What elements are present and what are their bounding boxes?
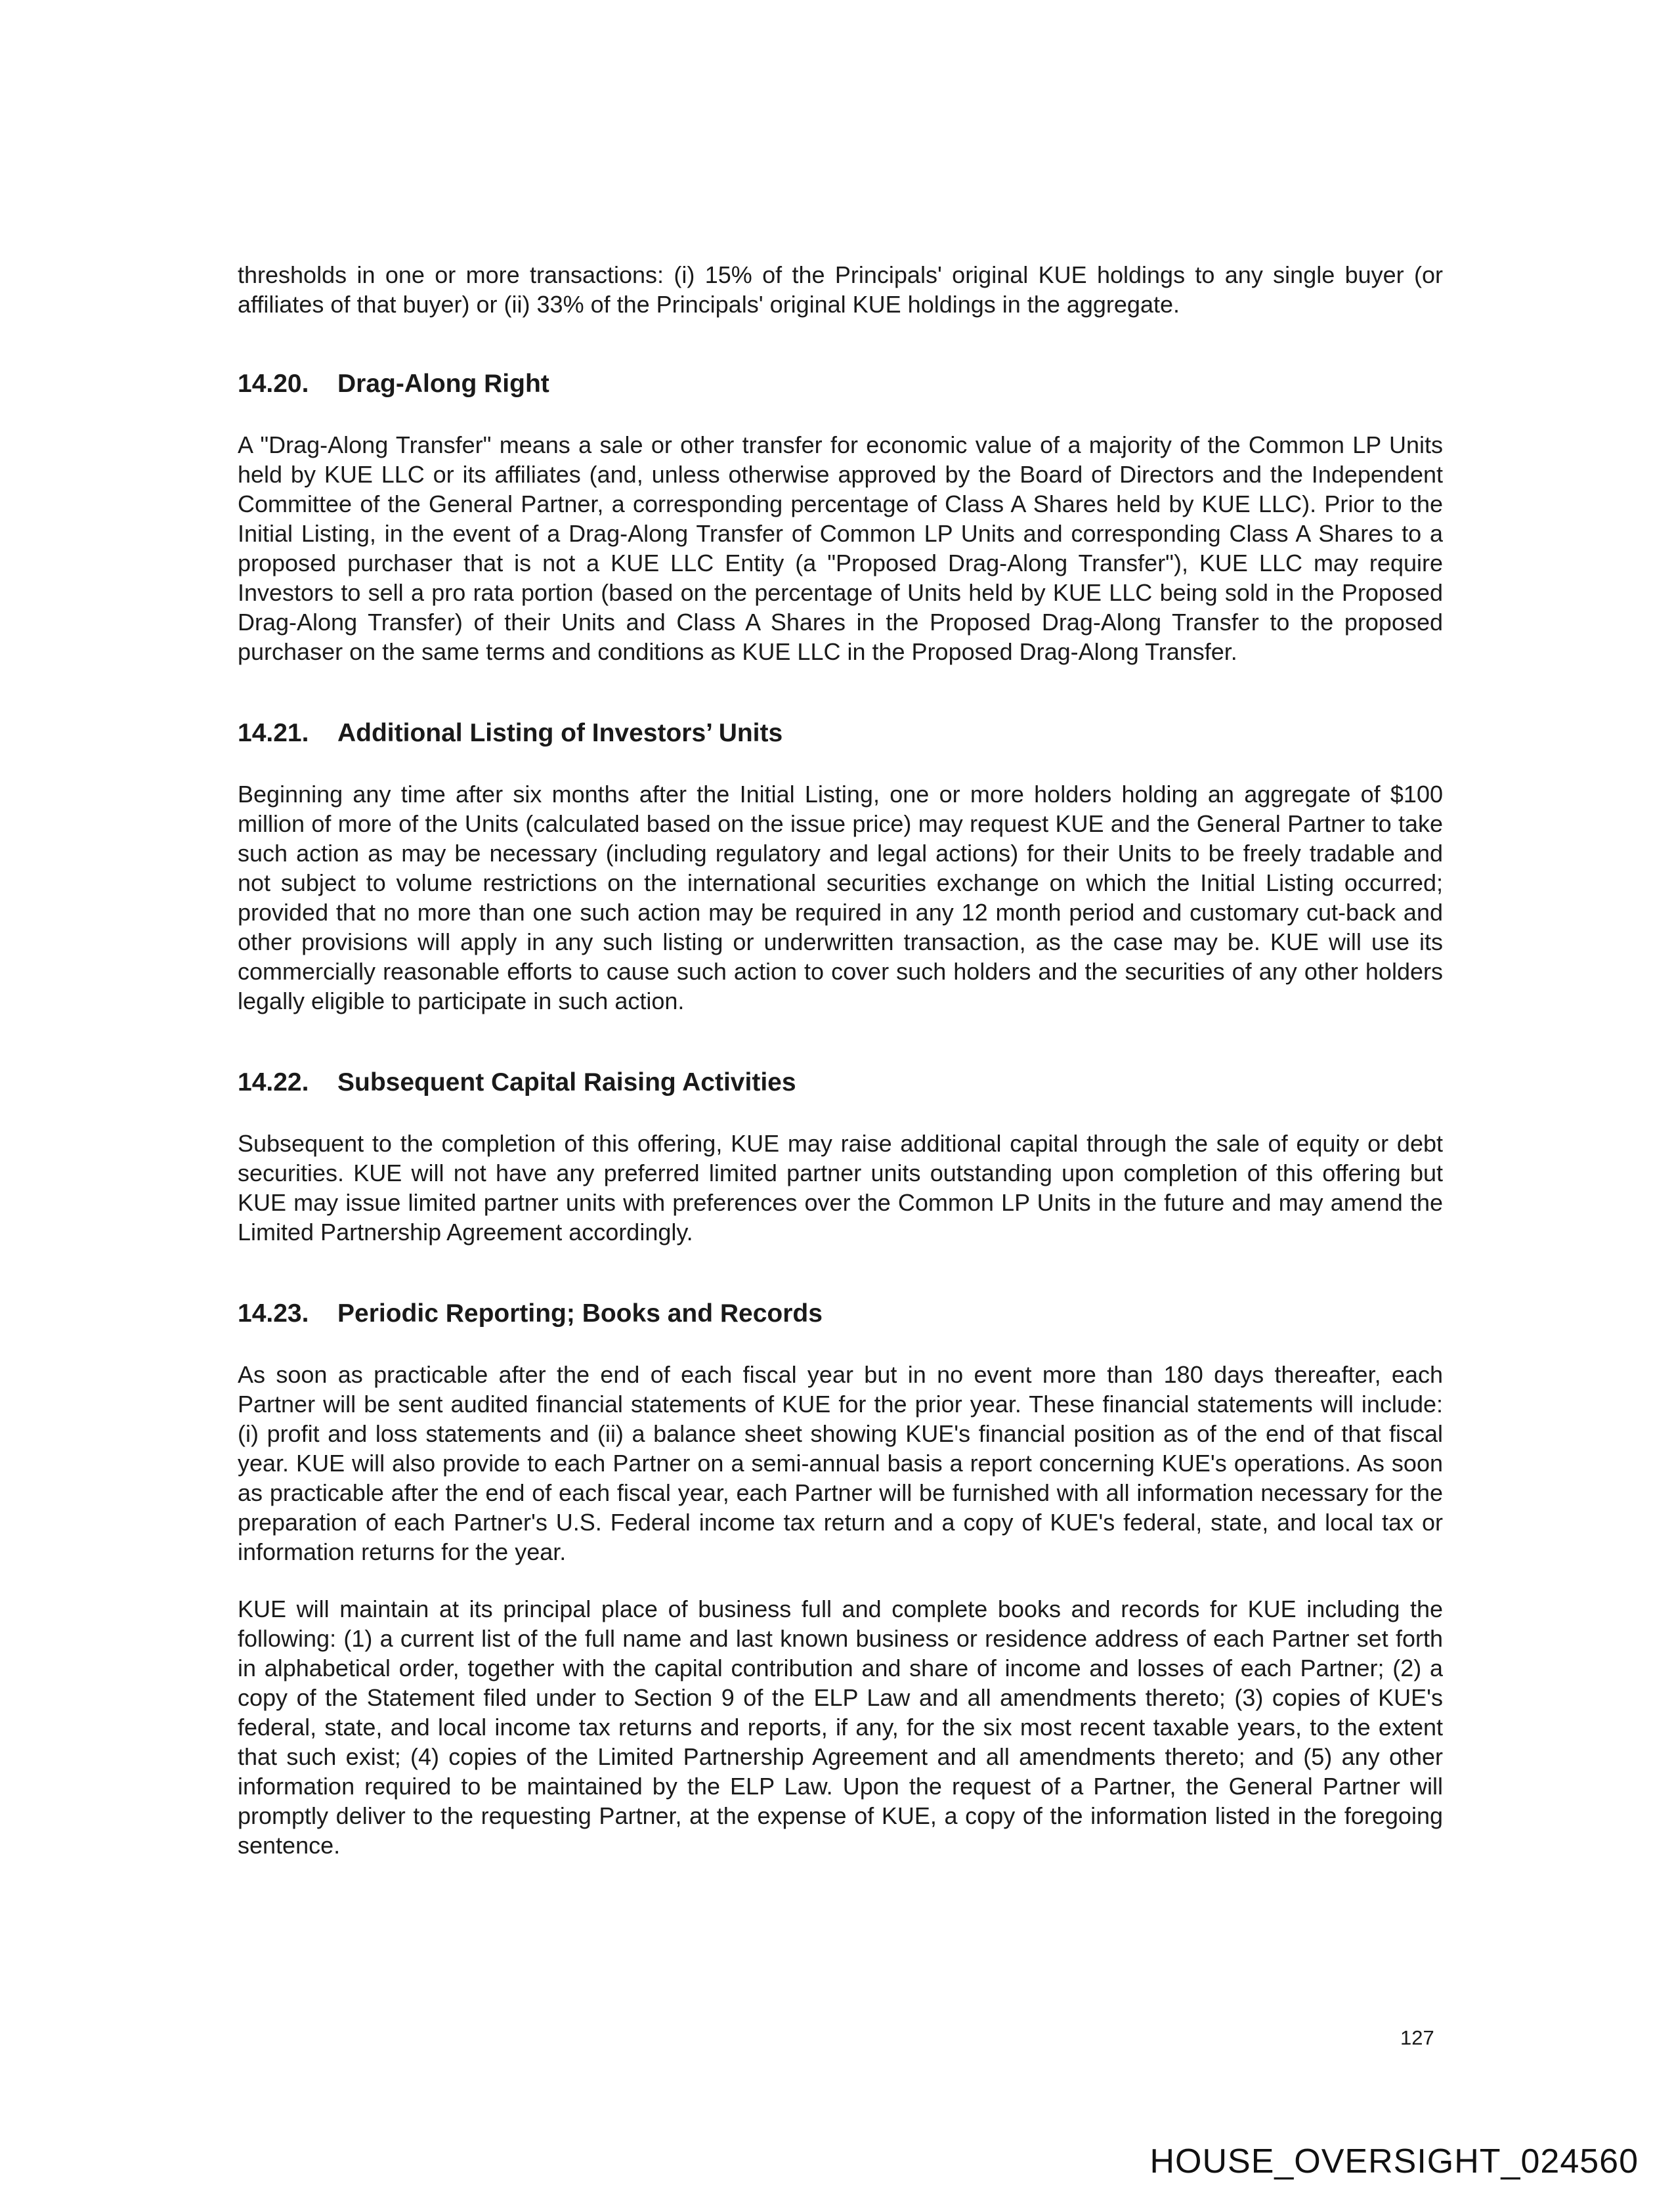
section-heading — [238, 1298, 1443, 1330]
continuation-paragraph: thresholds in one or more transactions: (i) 15% of the Principals' original KUE holdings to any single buyer (or affiliates of that buyer) or (ii) 33% of the Principals' original KUE holdings in the aggregate. — [238, 261, 1443, 318]
section-title: Periodic Reporting; Books and Records — [337, 1299, 823, 1328]
section-heading — [238, 718, 1443, 749]
section-number: 14.22. — [238, 1068, 309, 1096]
section-title: Drag-Along Right — [337, 370, 549, 398]
section-14-23 — [238, 1298, 1443, 1860]
section-paragraph: As soon as practicable after the end of each fiscal year but in no event more than 180 days thereafter, each Partner will be sent audited financial statements of KUE for the prior year. These financial statements will include: (i) profit and loss statements and (ii) a balance sheet showing KUE's financial position as of the end of that fiscal year. KUE will also provide to each Partner on a semi-annual basis a report concerning KUE's operations. As soon as practicable after the end of each fiscal year, each Partner will be furnished with all information necessary for the preparation of each Partner's U.S. Federal income tax return and a copy of KUE's federal, state, and local tax or information returns for the year. — [238, 1361, 1443, 1565]
section-heading — [238, 1067, 1443, 1098]
section-14-20 — [238, 368, 1443, 666]
section-title: Additional Listing of Investors’ Units — [337, 719, 783, 747]
section-heading — [238, 368, 1443, 400]
section-paragraph: KUE will maintain at its principal place of business full and complete books and records for KUE including the following: (1) a current list of the full name and last known business or residence address of each Partner set forth in alphabetical order, together with the capital contribution and share of income and losses of each Partner; (2) a copy of the Statement filed under to Section 9 of the ELP Law and all amendments thereto; (3) copies of KUE's federal, state, and local income tax returns and reports, if any, for the six most recent taxable years, to the extent that such exist; (4) copies of the Limited Partnership Agreement and all amendments thereto; and (5) any other information required to be maintained by the ELP Law. Upon the request of a Partner, the General Partner will promptly deliver to the requesting Partner, at the expense of KUE, a copy of the information listed in the foregoing sentence. — [238, 1595, 1443, 1859]
section-number: 14.20. — [238, 370, 309, 398]
section-14-22 — [238, 1067, 1443, 1247]
section-paragraph: Subsequent to the completion of this offering, KUE may raise additional capital through the sale of equity or debt securities. KUE will not have any preferred limited partner units outstanding upon completion of this offering but KUE may issue limited partner units with preferences over the Common LP Units in the future and may amend the Limited Partnership Agreement accordingly. — [238, 1130, 1443, 1246]
section-number: 14.21. — [238, 719, 309, 747]
bates-number: HOUSE_OVERSIGHT_024560 — [1149, 2142, 1639, 2180]
section-paragraph: Beginning any time after six months after the Initial Listing, one or more holders holding an aggregate of $100 million of more of the Units (calculated based on the issue price) may request KUE and the General Partner to take such action as may be necessary (including regulatory and legal actions) for their Units to be freely tradable and not subject to volume restrictions on the international securities exchange on which the Initial Listing occurred; provided that no more than one such action may be required in any 12 month period and customary cut-back and other provisions will apply in any such listing or underwritten transaction, as the case may be. KUE will use its commercially reasonable efforts to cause such action to cover such holders and the securities of any other holders legally eligible to participate in such action. — [238, 781, 1443, 1014]
section-title: Subsequent Capital Raising Activities — [337, 1068, 796, 1096]
section-paragraph: A "Drag-Along Transfer" means a sale or other transfer for economic value of a majority of the Common LP Units held by KUE LLC or its affiliates (and, unless otherwise approved by the Board of Directors and the Independent Committee of the General Partner, a corresponding percentage of Class A Shares held by KUE LLC). Prior to the Initial Listing, in the event of a Drag-Along Transfer of Common LP Units and corresponding Class A Shares to a proposed purchaser that is not a KUE LLC Entity (a "Proposed Drag-Along Transfer"), KUE LLC may require Investors to sell a pro rata portion (based on the percentage of Units held by KUE LLC being sold in the Proposed Drag-Along Transfer) of their Units and Class A Shares in the Proposed Drag-Along Transfer to the proposed purchaser on the same terms and conditions as KUE LLC in the Proposed Drag-Along Transfer. — [238, 431, 1443, 665]
page-body — [238, 260, 1443, 1911]
page-number: 127 — [1400, 2026, 1434, 2049]
section-number: 14.23. — [238, 1299, 309, 1328]
section-14-21 — [238, 718, 1443, 1016]
